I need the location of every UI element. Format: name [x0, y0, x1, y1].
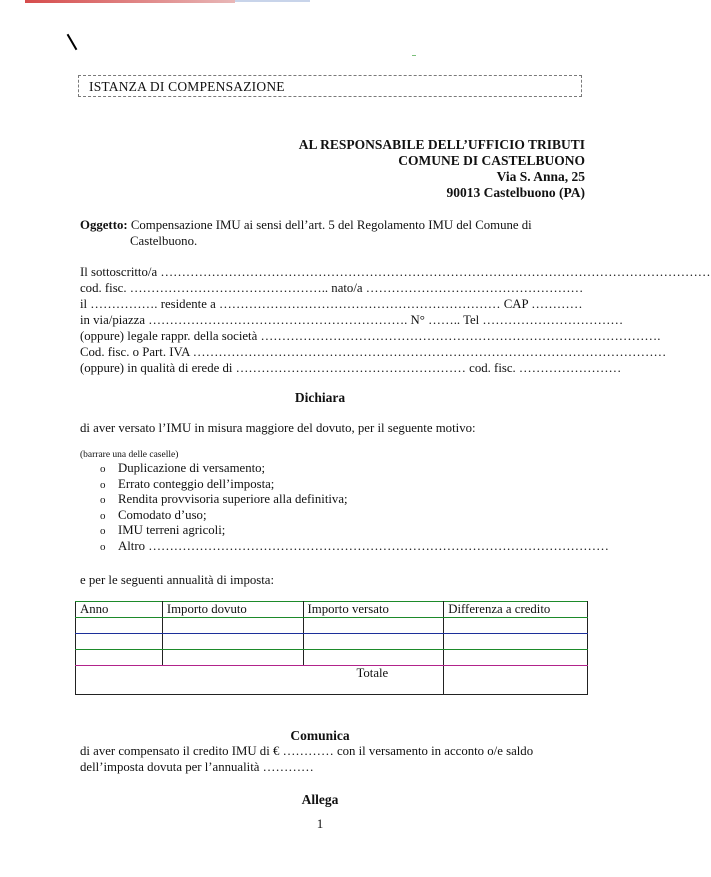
recipient-line-3: Via S. Anna, 25: [496, 169, 585, 184]
option-other[interactable]: [100, 539, 609, 555]
scan-speck: [412, 55, 416, 56]
checkbox-circle-icon[interactable]: o: [100, 525, 106, 537]
recipient-line-1: AL RESPONSABILE DELL’UFFICIO TRIBUTI: [298, 137, 585, 152]
table-cell[interactable]: [444, 634, 588, 650]
table-cell[interactable]: [444, 618, 588, 634]
table-row: [76, 650, 588, 666]
page-number: 1: [316, 816, 324, 831]
table-cell[interactable]: [162, 618, 303, 634]
communicate-line-1[interactable]: di aver compensato il credito IMU di € ………… con il versamento in acconto o/e saldo: [80, 744, 534, 758]
table-cell[interactable]: [76, 618, 163, 634]
form-line-heir[interactable]: (oppure) in qualità di erede di ……………………………………………… cod. fisc. ……………………: [80, 361, 622, 375]
option-duplicate[interactable]: [100, 461, 609, 477]
checkbox-circle-icon[interactable]: o: [100, 540, 106, 553]
form-line-taxcode-birth[interactable]: cod. fisc. ……………………………………….. nato/a ……………………………………………: [80, 281, 584, 295]
communicate-line-2[interactable]: dell’imposta dovuta per l’annualità …………: [80, 760, 314, 774]
scan-mark-top-secondary: [235, 0, 310, 2]
years-intro: e per le seguenti annualità di imposta:: [80, 573, 275, 587]
form-line-residence[interactable]: il ……………. residente a ………………………………………………………… CAP …………: [80, 297, 583, 311]
declare-note: (barrare una delle caselle): [80, 450, 179, 460]
document-title-box: [78, 75, 582, 97]
table-row: [76, 618, 588, 634]
subject-line-2: Castelbuono.: [130, 234, 198, 248]
years-table: [75, 601, 588, 695]
option-agricultural[interactable]: [100, 523, 609, 539]
table-cell[interactable]: [76, 650, 163, 666]
option-label: IMU terreni agricoli;: [118, 523, 226, 537]
form-line-vat[interactable]: Cod. fisc. o Part. IVA …………………………………………………………………………………………………: [80, 345, 667, 359]
col-header-year: Anno: [76, 602, 163, 618]
declare-heading: Dichiara: [294, 390, 346, 405]
communicate-heading: Comunica: [290, 728, 350, 743]
checkbox-circle-icon[interactable]: o: [100, 463, 106, 475]
form-line-company[interactable]: (oppure) legale rappr. della società ………………………………………………………………………………….: [80, 329, 661, 343]
checkbox-circle-icon[interactable]: o: [100, 509, 106, 522]
subject-label: Oggetto:: [80, 218, 128, 232]
scan-mark-top: [25, 0, 235, 3]
col-header-due: Importo dovuto: [162, 602, 303, 618]
recipient-line-2: COMUNE DI CASTELBUONO: [398, 153, 585, 168]
option-label: Comodato d’uso;: [118, 507, 207, 522]
table-cell[interactable]: [162, 650, 303, 666]
col-header-credit: Differenza a credito: [444, 602, 588, 618]
reason-options: [100, 461, 609, 554]
option-label: Altro ………………………………………………………………………………………………: [118, 538, 609, 553]
table-cell[interactable]: [303, 618, 444, 634]
table-cell[interactable]: [162, 634, 303, 650]
form-line-name[interactable]: Il sottoscritto/a …………………………………………………………………………………………………………………: [80, 265, 711, 279]
table-cell[interactable]: [444, 650, 588, 666]
subject-line-1: [80, 218, 532, 233]
table-cell[interactable]: [76, 634, 163, 650]
total-label: Totale: [76, 666, 444, 695]
table-row: [76, 634, 588, 650]
col-header-paid: Importo versato: [303, 602, 444, 618]
option-label: Errato conteggio dell’imposta;: [118, 476, 275, 491]
option-free-loan[interactable]: [100, 508, 609, 524]
pen-mark: [67, 34, 78, 51]
option-provisional-rent[interactable]: [100, 492, 609, 508]
option-label: Rendita provvisoria superiore alla definitiva;: [118, 492, 348, 506]
declare-text: di aver versato l’IMU in misura maggiore del dovuto, per il seguente motivo:: [80, 421, 476, 435]
total-value-cell[interactable]: [444, 666, 588, 695]
table-cell[interactable]: [303, 634, 444, 650]
checkbox-circle-icon[interactable]: o: [100, 478, 106, 491]
form-line-address[interactable]: in via/piazza ……………………………………………………. N° …….. Tel ……………………………: [80, 313, 624, 327]
recipient-line-4: 90013 Castelbuono (PA): [446, 185, 585, 200]
subject-text: Compensazione IMU ai sensi dell’art. 5 del Regolamento IMU del Comune di: [130, 218, 532, 232]
table-total-row: [76, 666, 588, 695]
option-label: Duplicazione di versamento;: [118, 461, 266, 475]
table-cell[interactable]: [303, 650, 444, 666]
checkbox-circle-icon[interactable]: o: [100, 494, 106, 506]
attach-heading: Allega: [301, 792, 339, 807]
option-wrong-calc[interactable]: [100, 477, 609, 493]
table-header-row: [76, 602, 588, 618]
document-title: ISTANZA DI COMPENSAZIONE: [89, 79, 285, 94]
